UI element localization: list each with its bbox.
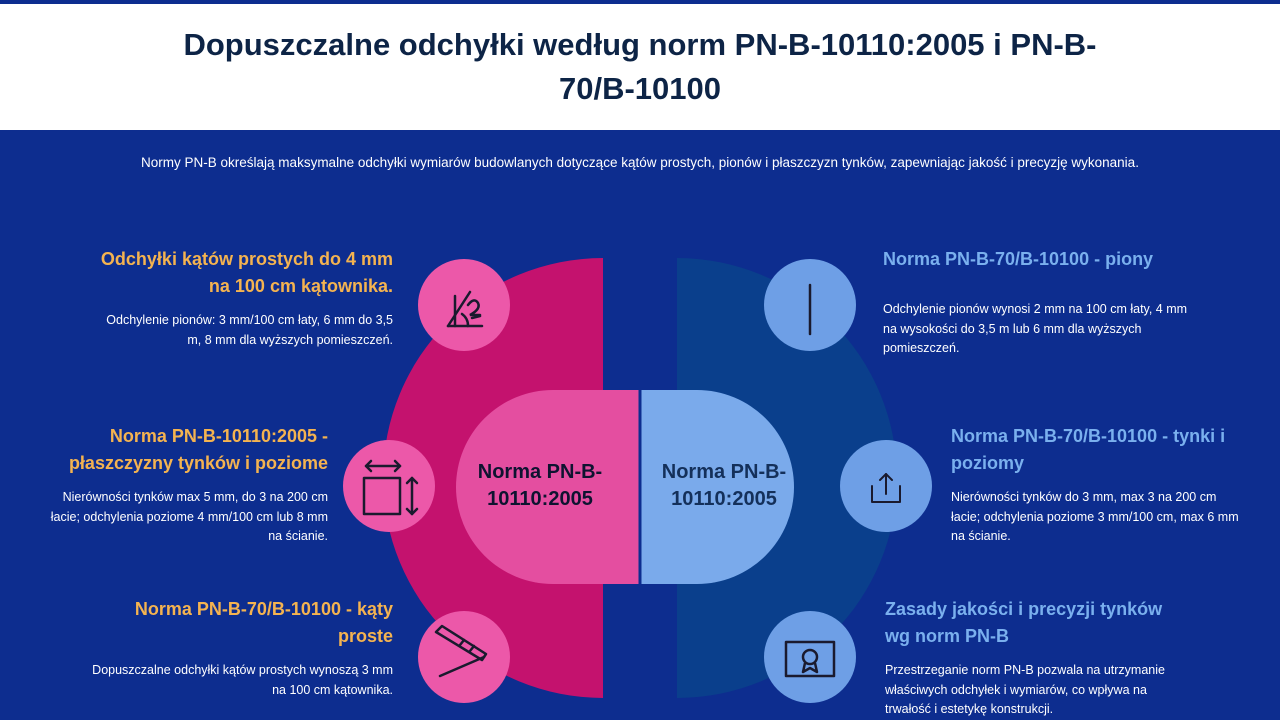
left-block-title: Norma PN-B-10110:2005 - płaszczyzny tynków i poziome [68,426,328,473]
left-block-text: Dopuszczalne odchyłki kątów prostych wynoszą 3 mm na 100 cm kątownika. [92,663,393,697]
center-label-right: Norma PN-B-10110:2005 [661,461,787,510]
right-block-text: Nierówności tynków do 3 mm, max 3 na 200 cm łacie; odchylenia poziome 3 mm/100 cm, max 6 mm na ścianie. [951,490,1239,543]
left-block-text: Nierówności tynków max 5 mm, do 3 na 200 cm łacie; odchylenia poziome 4 mm/100 cm lub 8 mm na ścianie. [50,490,328,543]
icon-circle-left-1 [418,259,510,351]
right-block-1 [883,246,1193,359]
right-block-text: Odchylenie pionów wynosi 2 mm na 100 cm łaty, 4 mm na wysokości do 3,5 m lub 6 mm dla wyższych pomieszczeń. [883,302,1188,355]
icon-circle-left-3 [418,611,510,703]
center-label-left: Norma PN-B-10110:2005 [477,461,603,510]
right-block-title: Norma PN-B-70/B-10100 - piony [883,249,1154,269]
right-block-text: Przestrzeganie norm PN-B pozwala na utrzymanie właściwych odchyłek i wymiarów, co wpływa na trwałość i estetykę konstrukcji. [885,663,1165,716]
icon-circle-left-2 [343,440,435,532]
right-block-title: Norma PN-B-70/B-10100 - tynki i poziomy [951,426,1226,473]
icon-circle-right-3 [764,611,856,703]
left-block-text: Odchylenie pionów: 3 mm/100 cm łaty, 6 mm do 3,5 m, 8 mm dla wyższych pomieszczeń. [106,313,393,347]
right-block-title: Zasady jakości i precyzji tynków wg norm PN-B [885,599,1163,646]
left-block-3 [88,596,393,700]
right-block-3 [885,596,1190,720]
left-block-1 [78,246,393,350]
left-block-title: Odchyłki kątów prostych do 4 mm na 100 cm kątownika. [100,249,393,296]
intro-text: Normy PN-B określają maksymalne odchyłki wymiarów budowlanych dotyczące kątów prostych, pionów i płaszczyzn tynków, zapewniając jakość i precyzję wykonania. [141,155,1139,170]
left-block-title: Norma PN-B-70/B-10100 - kąty proste [134,599,393,646]
page-title: Dopuszczalne odchyłki według norm PN-B-10110:2005 i PN-B-70/B-10100 [183,27,1097,106]
right-block-2 [951,423,1246,547]
left-block-2 [36,423,328,547]
